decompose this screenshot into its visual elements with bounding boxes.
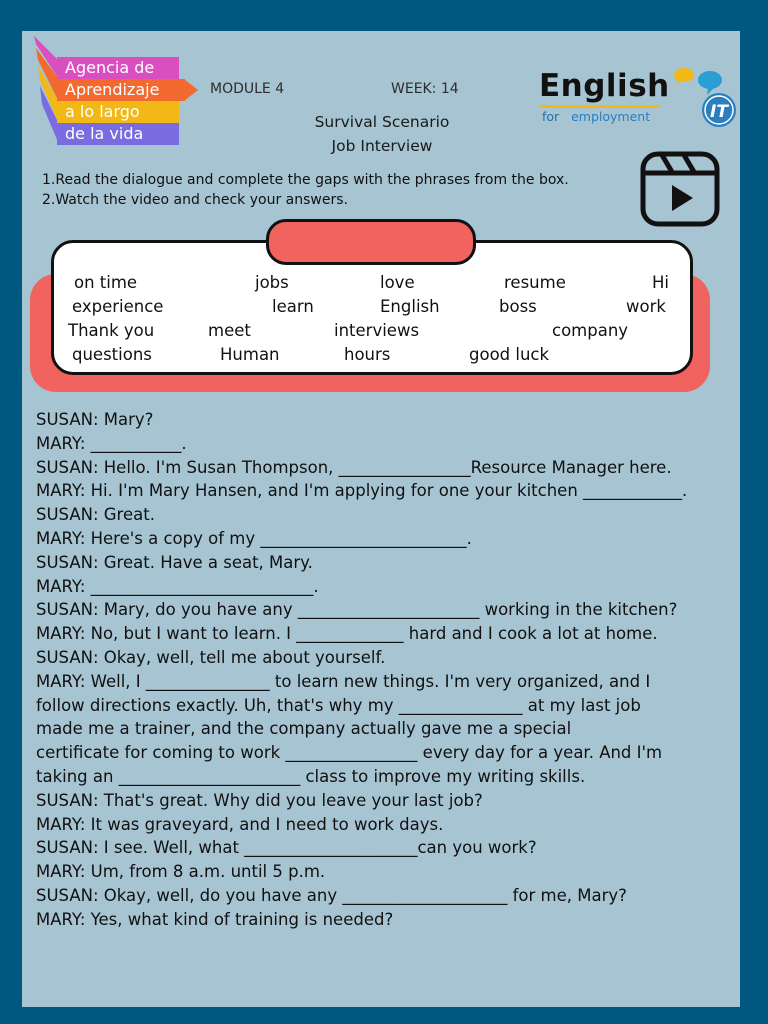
word-option: boss (499, 297, 537, 316)
instructions (42, 170, 569, 210)
word-option: resume (504, 273, 566, 292)
dialogue-line: MARY: ___________________________. (36, 576, 319, 596)
dialogue-line: MARY: ___________. (36, 433, 187, 453)
dialogue-line: SUSAN: Okay, well, do you have any ____________________ for me, Mary? (36, 885, 627, 905)
dialogue-line: taking an ______________________ class to improve my writing skills. (36, 766, 586, 786)
brand-word: English (539, 68, 670, 104)
word-option: English (380, 297, 440, 316)
english-for-employment-logo (536, 67, 736, 137)
dialogue-line: MARY: It was graveyard, and I need to work days. (36, 814, 444, 834)
word-option: jobs (255, 273, 289, 292)
week-label: WEEK: 14 (391, 81, 459, 97)
dialogue (36, 408, 736, 932)
dialogue-line: SUSAN: Great. (36, 505, 155, 525)
word-option: Thank you (68, 321, 155, 340)
word-option: good luck (469, 345, 550, 364)
instruction-1: 1.Read the dialogue and complete the gaps with the phrases from the box. (42, 172, 569, 188)
module-label: MODULE 4 (210, 81, 285, 97)
word-option: company (552, 321, 629, 340)
word-option: interviews (334, 321, 420, 340)
dialogue-line: follow directions exactly. Uh, that's why my _______________ at my last job (36, 695, 641, 715)
dialogue-line: SUSAN: That's great. Why did you leave your last job? (36, 790, 483, 810)
worksheet-page (22, 31, 740, 1007)
brand-subtitle (542, 109, 650, 124)
logo-line-3: a lo largo (57, 101, 179, 123)
dialogue-line: MARY: Yes, what kind of training is needed? (36, 909, 394, 929)
word-option: learn (272, 297, 314, 316)
speech-bubbles-icon (664, 67, 736, 137)
dialogue-line: SUSAN: Great. Have a seat, Mary. (36, 552, 313, 572)
logo-line-2: Aprendizaje (57, 79, 185, 101)
word-box-tab (266, 219, 476, 265)
brand-sub-for: for (542, 109, 560, 124)
page-title: Survival Scenario (314, 113, 450, 131)
logo-line-4: de la vida (57, 123, 179, 145)
word-option: Hi (652, 273, 669, 292)
dialogue-line: certificate for coming to work ________________ every day for a year. And I'm (36, 743, 663, 763)
word-option: meet (208, 321, 251, 340)
dialogue-line: SUSAN: Mary, do you have any ______________________ working in the kitchen? (36, 600, 678, 620)
dialogue-line: MARY: Um, from 8 a.m. until 5 p.m. (36, 862, 326, 882)
brand-underline (540, 105, 660, 108)
video-play-icon[interactable] (640, 151, 722, 229)
instruction-2: 2.Watch the video and check your answers. (42, 192, 348, 208)
word-option: experience (72, 297, 164, 316)
dialogue-line: MARY: Well, I _______________ to learn new things. I'm very organized, and I (36, 671, 651, 691)
word-option: questions (72, 345, 152, 364)
dialogue-line: MARY: Hi. I'm Mary Hansen, and I'm applying for one your kitchen ____________. (36, 481, 688, 501)
dialogue-line: MARY: No, but I want to learn. I _____________ hard and I cook a lot at home. (36, 624, 658, 644)
page-subtitle: Job Interview (331, 137, 433, 155)
logo-arrow-icon (184, 79, 198, 101)
dialogue-line: SUSAN: Hello. I'm Susan Thompson, ________________Resource Manager here. (36, 457, 672, 477)
dialogue-line: SUSAN: I see. Well, what _____________________can you work? (36, 838, 537, 858)
agency-logo (32, 34, 222, 144)
dialogue-line: MARY: Here's a copy of my _________________________. (36, 528, 472, 548)
dialogue-line: SUSAN: Mary? (36, 410, 154, 429)
word-option: love (380, 273, 415, 292)
it-badge-text: IT (710, 102, 728, 122)
brand-sub-employment: employment (571, 109, 651, 124)
word-option: hours (344, 345, 391, 364)
word-option: on time (74, 273, 138, 292)
dialogue-line: made me a trainer, and the company actually gave me a special (36, 719, 572, 739)
word-option: Human (220, 345, 280, 364)
word-option: work (626, 297, 666, 316)
logo-line-1: Agencia de (57, 57, 179, 79)
dialogue-line: SUSAN: Okay, well, tell me about yourself. (36, 647, 386, 667)
